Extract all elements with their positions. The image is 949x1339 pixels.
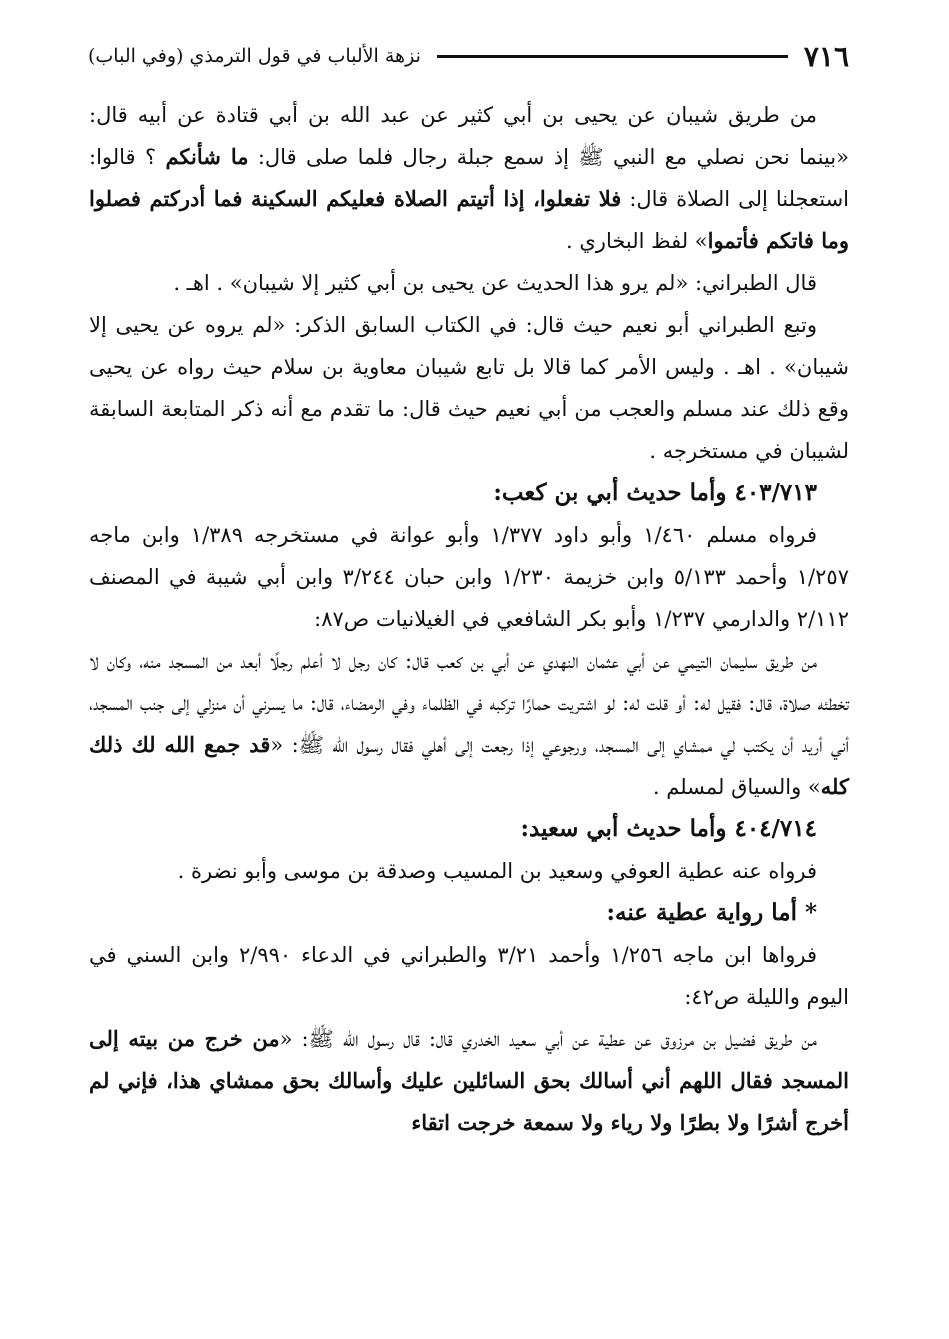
page-body bbox=[89, 94, 849, 1144]
section-heading-2: ٤٠٤/٧١٤ وأما حديث أبي سعيد: bbox=[520, 815, 817, 842]
paragraph-5 bbox=[89, 640, 849, 808]
bold-text-run: ما شأنكم bbox=[165, 144, 249, 169]
text-run: » لفظ البخاري . bbox=[566, 229, 708, 253]
text-run: من طريق سليمان التيمي عن أبي عثمان النهدي عن أبي بن كعب قال: كان رجل لا أعلم رجلًا أبعد من المسجد منه، وكان لا تخطئه صلاة، قال: فقيل له: أو قلت له: لو اشتريت حمارًا تركبه في الظلماء وفي الرمضاء، قال: ما يسرني أن منزلي إلى جنب المسجد، أني أريد أن يكتب لي ممشاي إلى المسجد، ورجوعي إذا رجعت إلى أهلي فقال رسول الله ﷺ: « bbox=[89, 649, 849, 757]
paragraph-3: وتبع الطبراني أبو نعيم حيث قال: في الكتاب السابق الذكر: «لم يروه عن يحيى إلا شيبان» . اهـ . وليس الأمر كما قالا بل تابع شيبان معاوية بن سلام حيث رواه عن يحيى وقع ذلك عند مسلم والعجب من أبي نعيم حيث قال: ما تقدم مع أنه ذكر المتابعة السابقة لشيبان في مستخرجه . bbox=[89, 313, 849, 463]
text-run: ؟ قالوا: استعجلنا إلى الصلاة قال: bbox=[89, 145, 850, 211]
page-number: ٧١٦ bbox=[803, 39, 849, 73]
bold-text-run: فلا تفعلوا، إذا أتيتم الصلاة فعليكم السكينة فما أدركتم فصلوا وما فاتكم فأتموا bbox=[89, 186, 849, 253]
paragraph-1 bbox=[89, 94, 849, 262]
paragraph-8 bbox=[89, 1018, 849, 1144]
bold-text-run: من خرج من بيته إلى المسجد فقال اللهم أني أسالك بحق السائلين عليك وأسالك بحق ممشاي هذا، فإني لم أخرج أشرًا ولا بطرًا ولا رياء ولا سمعة خرجت اتقاء bbox=[89, 1026, 849, 1135]
text-run: من طريق فضيل بن مرزوق عن عطية عن أبي سعيد الخدري قال: قال رسول الله ﷺ: « bbox=[279, 1027, 817, 1051]
bold-text-run: قد جمع الله لك ذلك كله bbox=[89, 732, 849, 799]
section-heading-1: ٤٠٣/٧١٣ وأما حديث أبي بن كعب: bbox=[493, 479, 817, 506]
section-heading-3: * أما رواية عطية عنه: bbox=[606, 899, 817, 926]
paragraph-6: فرواه عنه عطية العوفي وسعيد بن المسيب وصدقة بن موسى وأبو نضرة . bbox=[177, 859, 817, 883]
paragraph-7: فرواها ابن ماجه ١/٢٥٦ وأحمد ٣/٢١ والطبراني في الدعاء ٢/٩٩٠ وابن السني في اليوم والليلة ص٤٢: bbox=[89, 943, 849, 1009]
paragraph-2: قال الطبراني: «لم يرو هذا الحديث عن يحيى بن أبي كثير إلا شيبان» . اهـ . bbox=[173, 271, 817, 295]
text-run: » والسياق لمسلم . bbox=[652, 775, 821, 799]
header-rule bbox=[437, 55, 788, 58]
text-run: من طريق شيبان عن يحيى بن أبي كثير عن عبد الله بن أبي قتادة عن أبيه قال: «بينما نحن نصلي مع النبي ﷺ إذ سمع جبلة رجال فلما صلى قال: bbox=[89, 103, 849, 169]
page-header bbox=[88, 36, 849, 76]
running-title: نزهة الألباب في قول الترمذي (وفي الباب) bbox=[88, 45, 421, 67]
paragraph-4: فرواه مسلم ١/٤٦٠ وأبو داود ١/٣٧٧ وأبو عوانة في مستخرجه ١/٣٨٩ وابن ماجه ١/٢٥٧ وأحمد ٥/١٣٣ وابن خزيمة ١/٢٣٠ وابن حبان ٣/٢٤٤ وابن أبي شيبة في المصنف ٢/١١٢ والدارمي ١/٢٣٧ وأبو بكر الشافعي في الغيلانيات ص٨٧: bbox=[89, 523, 849, 631]
